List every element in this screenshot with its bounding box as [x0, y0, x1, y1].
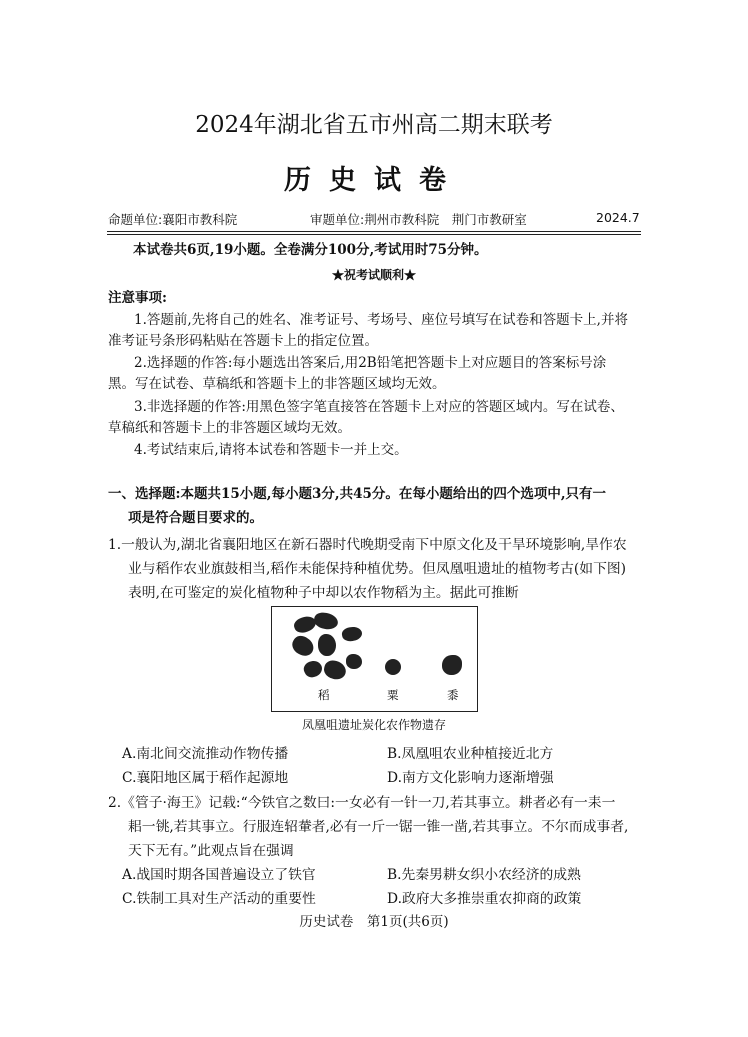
figure-caption: 凤凰咀遗址炭化农作物遗存 [301, 718, 446, 732]
q2-stem-line-3: 天下无有。”此观点旨在强调 [128, 843, 294, 859]
exam-title: 2024年湖北省五市州高二期末联考 [195, 112, 553, 138]
rice-grain [313, 611, 339, 631]
q1-stem-line-2: 业与稻作农业旗鼓相当,稻作未能保持种植优势。但凤凰咀遗址的植物考古(如下图) [128, 561, 627, 577]
q1-option-d: D.南方文化影响力逐渐增强 [387, 770, 554, 786]
q2-option-b: B.先秦男耕女织小农经济的成熟 [387, 867, 581, 883]
header-rule-top [107, 231, 641, 232]
rice-grain [322, 658, 348, 681]
section-1-heading-line-2: 项是符合题目要求的。 [128, 510, 263, 526]
exam-summary: 本试卷共6页,19小题。全卷满分100分,考试用时75分钟。 [133, 242, 488, 258]
rice-grain [289, 633, 317, 660]
label-millet: 粟 [387, 688, 399, 702]
rice-grain [346, 654, 362, 669]
note-1-line-2: 准考证号条形码粘贴在答题卡上的指定位置。 [108, 333, 378, 349]
q1-option-b: B.凤凰咀农业种植接近北方 [387, 746, 554, 762]
note-1-line-1: 1.答题前,先将自己的姓名、准考证号、考场号、座位号填写在试卷和答题卡上,并将 [134, 312, 628, 328]
note-4-line-1: 4.考试结束后,请将本试卷和答题卡一并上交。 [134, 442, 408, 458]
q2-option-a: A.战国时期各国普遍设立了铁官 [122, 867, 316, 883]
note-2-line-1: 2.选择题的作答:每小题选出答案后,用2B铅笔把答题卡上对应题目的答案标号涂 [134, 355, 607, 371]
note-3-line-1: 3.非选择题的作答:用黑色签字笔直接答在答题卡上对应的答题区域内。写在试卷、 [134, 399, 624, 415]
subject-title: 历史试卷 [284, 165, 464, 196]
good-luck: ★祝考试顺利★ [331, 268, 416, 282]
q2-option-d: D.政府大多推崇重农抑商的政策 [387, 891, 582, 907]
q1-figure [271, 606, 478, 712]
note-3-line-2: 草稿纸和答题卡上的非答题区域均无效。 [108, 420, 351, 436]
q1-stem-line-1: 1.一般认为,湖北省襄阳地区在新石器时代晚期受南下中原文化及干旱环境影响,旱作农 [108, 537, 627, 553]
author-unit: 命题单位:襄阳市教科院 [108, 212, 238, 227]
rice-grain [318, 634, 336, 656]
rice-grain [341, 625, 363, 642]
q1-stem-line-3: 表明,在可鉴定的炭化植物种子中却以农作物稻为主。据此可推断 [128, 585, 519, 601]
review-unit: 审题单位:荆州市教科院 荆门市教研室 [310, 212, 527, 227]
q1-option-a: A.南北间交流推动作物传播 [122, 746, 289, 762]
q1-option-c: C.襄阳地区属于稻作起源地 [122, 770, 289, 786]
q2-stem-line-1: 2.《管子·海王》记载:“今铁官之数曰:一女必有一针一刀,若其事立。耕者必有一耒一 [108, 795, 616, 811]
q2-option-c: C.铁制工具对生产活动的重要性 [122, 891, 316, 907]
page-footer: 历史试卷 第1页(共6页) [299, 914, 449, 930]
section-1-heading-line-1: 一、选择题:本题共15小题,每小题3分,共45分。在每小题给出的四个选项中,只有一 [108, 486, 607, 502]
millet-grain [385, 659, 401, 675]
notes-heading: 注意事项: [108, 290, 167, 306]
label-rice: 稻 [318, 688, 330, 702]
rice-grain [301, 658, 324, 680]
label-broomcorn-millet: 黍 [447, 688, 459, 702]
q2-stem-line-2: 耜一铫,若其事立。行服连轺輂者,必有一斤一锯一锥一凿,若其事立。不尔而成事者, [128, 819, 629, 835]
header-rule-bottom [107, 234, 641, 235]
exam-date: 2024.7 [596, 210, 640, 225]
note-2-line-2: 黑。写在试卷、草稿纸和答题卡上的非答题区域均无效。 [108, 376, 446, 392]
broomcorn-millet-grain [442, 655, 462, 675]
